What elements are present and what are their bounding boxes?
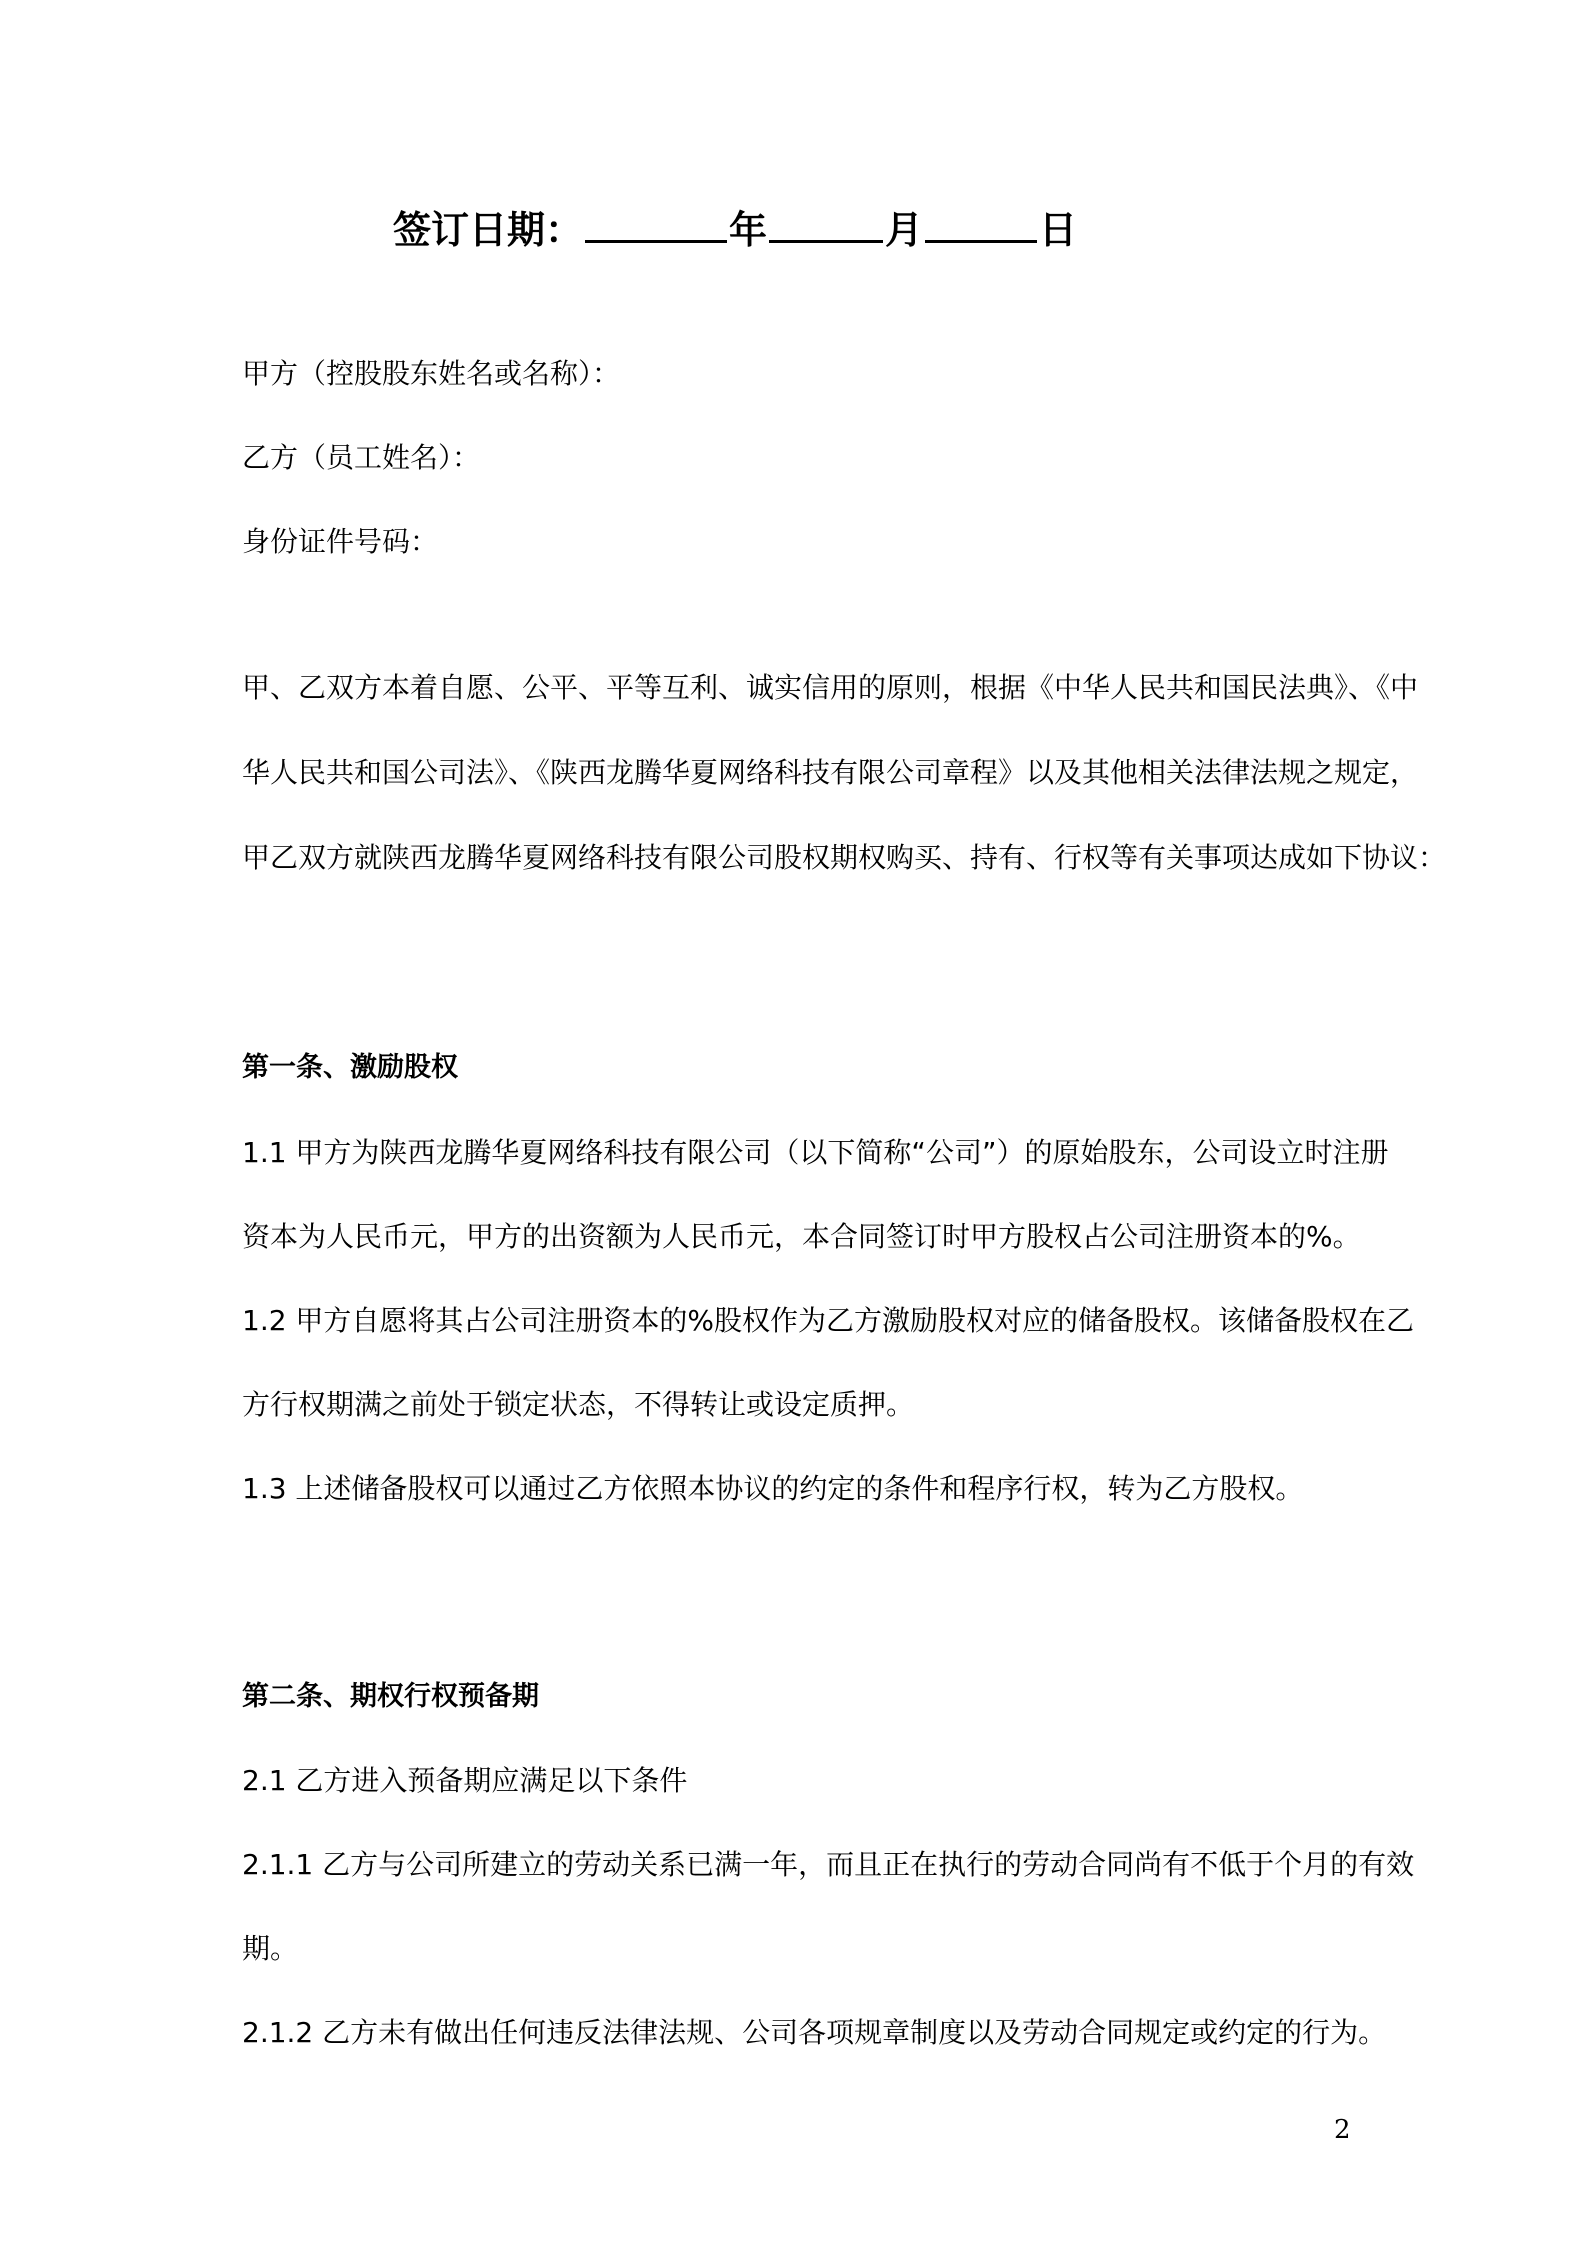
article-1-line: 资本为人民币元，甲方的出资额为人民币元，本合同签订时甲方股权占公司注册资本的%。 (242, 1220, 1361, 1253)
page-number: 2 (1334, 2115, 1351, 2145)
day-label: 日 (1039, 208, 1078, 252)
month-label: 月 (885, 208, 924, 252)
signing-date-label: 签订日期： (393, 208, 584, 252)
article-2-line: 2.1.2 乙方未有做出任何违反法律法规、公司各项规章制度以及劳动合同规定或约定的行为。 (242, 2016, 1387, 2049)
article-1-line: 1.1 甲方为陕西龙腾华夏网络科技有限公司（以下简称“公司”）的原始股东，公司设立时注册 (242, 1136, 1389, 1169)
preamble-line: 甲、乙双方本着自愿、公平、平等互利、诚实信用的原则，根据《中华人民共和国民法典》、《中 (242, 671, 1419, 704)
preamble-line: 华人民共和国公司法》、《陕西龙腾华夏网络科技有限公司章程》以及其他相关法律法规之规定， (242, 756, 1419, 789)
article-2-heading: 第二条、期权行权预备期 (242, 1681, 539, 1712)
party-a-line: 甲方（控股股东姓名或名称）： (242, 357, 621, 390)
article-2-line: 2.1.1 乙方与公司所建立的劳动关系已满一年，而且正在执行的劳动合同尚有不低于个月的有效 (242, 1848, 1415, 1881)
month-blank (769, 196, 883, 243)
article-1-line: 1.3 上述储备股权可以通过乙方依照本协议的约定的条件和程序行权，转为乙方股权。 (242, 1472, 1304, 1505)
signing-date-title (393, 196, 1077, 260)
party-b-line: 乙方（员工姓名）： (242, 441, 481, 474)
article-1-line: 方行权期满之前处于锁定状态，不得转让或设定质押。 (242, 1388, 915, 1421)
year-label: 年 (729, 208, 768, 252)
article-2-line: 2.1 乙方进入预备期应满足以下条件 (242, 1764, 688, 1797)
article-2-line: 期。 (242, 1932, 299, 1965)
article-1-heading: 第一条、激励股权 (242, 1052, 458, 1083)
preamble-line: 甲乙双方就陕西龙腾华夏网络科技有限公司股权期权购买、持有、行权等有关事项达成如下协议： (242, 841, 1447, 874)
article-1-line: 1.2 甲方自愿将其占公司注册资本的%股权作为乙方激励股权对应的储备股权。该储备股权在乙 (242, 1304, 1415, 1337)
year-blank (585, 196, 727, 243)
id-number-line: 身份证件号码： (242, 525, 439, 558)
day-blank (925, 196, 1037, 243)
